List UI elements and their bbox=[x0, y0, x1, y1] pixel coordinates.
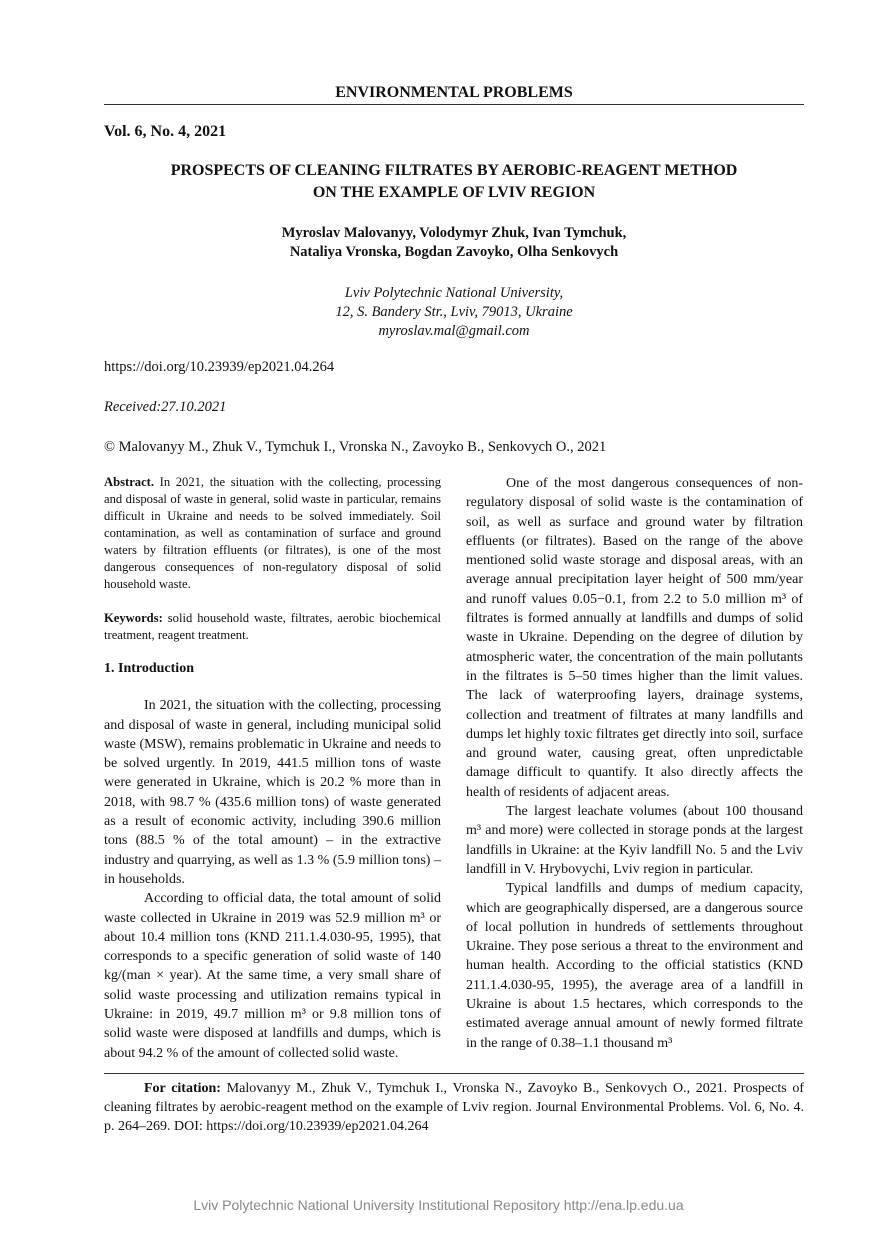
received-date: Received:27.10.2021 bbox=[104, 399, 227, 415]
affiliation-name: Lviv Polytechnic National University, bbox=[344, 285, 564, 301]
author-email[interactable]: myroslav.mal@gmail.com bbox=[378, 323, 530, 339]
keywords-label: Keywords: bbox=[104, 611, 163, 625]
paragraph: In 2021, the situation with the collecting, processing and disposal of waste in general, including municipal solid waste (MSW), remains problematic in Ukraine and needs to be solved urgently. In 2019, 441.5 million tons of waste were generated in Ukraine, which is 20.2 % more than in 2018, with 98.7 % (435.6 million tons) of waste generated as a result of economic activity, including 390.6 million tons (88.5 % of the total amount) – in the extractive industry and quarrying, as well as 1.3 % (5.9 million tons) – in households. bbox=[104, 698, 441, 887]
journal-name: ENVIRONMENTAL PROBLEMS bbox=[335, 84, 573, 101]
keywords-text: solid household waste, filtrates, aerobic biochemical treatment, reagent treatment. bbox=[104, 611, 441, 642]
paper-title bbox=[104, 160, 804, 204]
paragraph: According to official data, the total amount of solid waste collected in Ukraine in 2019 was 52.9 million m³ or about 10.4 million tons (KND 211.1.4.030-95, 1995), that corresponds to a specific generation of solid waste of 140 kg/(man × year). At the same time, a very small share of solid waste processing and utilization remains typical in Ukraine: in 2019, 49.7 million m³ or 9.8 million tons of solid waste were disposed at landfills and dumps, which is about 94.2 % of the amount of collected solid waste. bbox=[104, 891, 441, 1061]
title-line: ON THE EXAMPLE OF LVIV REGION bbox=[312, 184, 596, 201]
paragraph: Typical landfills and dumps of medium capacity, which are geographically dispersed, are a dangerous source of local pollution in hundreds of settlements throughout Ukraine. They pose serious a threat to the environment and human health. According to the official statistics (KND 211.1.4.030-95, 1995), the average area of a landfill in Ukraine is about 1.5 hectares, which corresponds to the estimated average annual amount of newly formed filtrate in the range of 0.38–1.1 thousand m³ bbox=[466, 881, 803, 1051]
repository-footer: Lviv Polytechnic National University Institutional Repository http://ena.lp.edu.ua bbox=[193, 1197, 684, 1213]
left-column bbox=[104, 474, 441, 1063]
paragraph: One of the most dangerous consequences of non-regulatory disposal of solid waste is the contamination of soil, as well as surface and ground water by filtration effluents (or filtrates). Based on the range of the above mentioned solid waste storage and disposal areas, with an average annual precipitation layer height of 500 mm/year and runoff values 0.05−0.1, from 2.2 to 5.0 million m³ of filtrates is formed annually at landfills and dumps of solid waste in Ukraine. Depending on the degree of dilution by atmospheric water, the concentration of the main pollutants in the filtrates is 5–50 times higher than the limit values. The lack of waterproofing layers, drainage systems, collection and treatment of filtrates at many landfills and dumps let highly toxic filtrates get directly into soil, surface and ground water, causing great, often unpredictable damage difficult to quantify. It also directly affects the health of residents of adjacent areas. bbox=[466, 476, 803, 800]
keywords bbox=[104, 610, 441, 644]
citation-rule bbox=[104, 1073, 804, 1074]
title-line: PROSPECTS OF CLEANING FILTRATES BY AEROBIC-REAGENT METHOD bbox=[170, 162, 738, 179]
volume-info: Vol. 6, No. 4, 2021 bbox=[104, 123, 227, 140]
affiliation bbox=[104, 284, 804, 341]
citation-label: For citation: bbox=[144, 1081, 221, 1096]
abstract bbox=[104, 474, 441, 593]
doi-link[interactable]: https://doi.org/10.23939/ep2021.04.264 bbox=[104, 359, 335, 375]
header-rule bbox=[104, 104, 804, 105]
authors-line: Myroslav Malovanyy, Volodymyr Zhuk, Ivan Tymchuk, bbox=[281, 225, 627, 241]
right-column bbox=[466, 474, 803, 1053]
abstract-text: In 2021, the situation with the collecting, processing and disposal of waste in general, solid waste in particular, remains difficult in Ukraine and needs to be solved immediately. Soil contamination, as well as contamination of surface and ground waters by filtration effluents (or filtrates), is one of the most dangerous consequences of non-regulatory disposal of solid household waste. bbox=[104, 475, 441, 591]
authors-line: Nataliya Vronska, Bogdan Zavoyko, Olha Senkovych bbox=[289, 244, 619, 260]
copyright: © Malovanyy M., Zhuk V., Tymchuk I., Vronska N., Zavoyko B., Senkovych O., 2021 bbox=[104, 439, 607, 455]
authors bbox=[104, 224, 804, 262]
citation bbox=[104, 1079, 804, 1136]
abstract-label: Abstract. bbox=[104, 475, 155, 489]
affiliation-address: 12, S. Bandery Str., Lviv, 79013, Ukraine bbox=[335, 304, 573, 320]
section-heading: 1. Introduction bbox=[104, 661, 194, 676]
paragraph: The largest leachate volumes (about 100 thousand m³ and more) were collected in storage ponds at the largest landfills in Ukraine: at the Kyiv landfill No. 5 and the Lviv landfill in V. Hrybovychi, Lviv region in particular. bbox=[466, 804, 803, 877]
citation-text: Malovanyy M., Zhuk V., Tymchuk I., Vronska N., Zavoyko B., Senkovych O., 2021. Prospects of cleaning filtrates by aerobic-reagent method on the example of Lviv region. Journal Environmental Problems. Vol. 6, No. 4. p. 264–269. DOI: https://doi.org/10.23939/ep2021.04.264 bbox=[104, 1081, 805, 1134]
